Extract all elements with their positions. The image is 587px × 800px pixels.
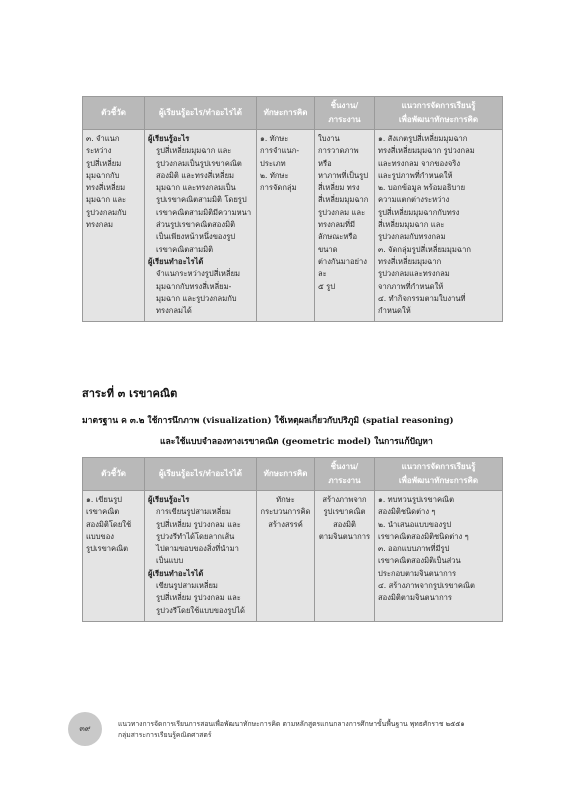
header-work: ชิ้นงาน/ ภาระงาน (315, 97, 375, 130)
footer-text (118, 719, 465, 741)
do-heading: ผู้เรียนทำอะไรได้ (148, 568, 204, 578)
standard-statement (82, 411, 522, 453)
do-heading: ผู้เรียนทำอะไรได้ (148, 256, 204, 266)
cell-thinking-skills: ๑. ทักษะ การจำแนก- ประเภท ๒. ทักษะ การจัดกลุ่ม (257, 130, 315, 322)
cell-approach: ๑. สังเกตรูปสี่เหลี่ยมมุมฉาก ทรงสี่เหลี่ยมมุมฉาก รูปวงกลม และทรงกลม จากของจริง และรูปภาพที่กำหนดให้ ๒. บอกข้อมูล พร้อมอธิบาย ความแตกต่างระหว่าง รูปสี่เหลี่ยมมุมฉากกับทรง สี่เหลี่ยมมุมฉาก และ รูปวงกลมกับทรงกลม ๓. จัดกลุ่มรูปสี่เหลี่ยมมุมฉาก ทรงสี่เหลี่ยมมุมฉาก รูปวงกลมและทรงกลม จากภาพที่กำหนดให้ ๔. ทำกิจกรรมตามใบงานที่ กำหนดให้ (375, 130, 503, 322)
curriculum-table-1 (82, 96, 503, 322)
header-learning: ผู้เรียนรู้อะไร/ทำอะไรได้ (145, 97, 257, 130)
cell-work: สร้างภาพจาก รูปเรขาคณิตสองมิติ ตามจินตนาการ (315, 491, 375, 622)
cell-learning (145, 130, 257, 322)
header-learning: ผู้เรียนรู้อะไร/ทำอะไรได้ (145, 458, 257, 491)
table-header-row (83, 458, 503, 491)
cell-approach: ๑. ทบทวนรูปเรขาคณิต สองมิติชนิดต่าง ๆ ๒. นำเสนอแบบของรูป เรขาคณิตสองมิติชนิดต่าง ๆ ๓. ออกแบบภาพที่มีรูป เรขาคณิตสองมิติเป็นส่วน ประกอบตามจินตนาการ ๔. สร้างภาพจากรูปเรขาคณิต สองมิติตามจินตนาการ (375, 491, 503, 622)
do-text: จำแนกระหว่างรูปสี่เหลี่ยม มุมฉากกับทรงสี่เหลี่ยม- มุมฉาก และรูปวงกลมกับ ทรงกลมได้ (156, 269, 241, 316)
table-row (83, 130, 503, 322)
header-indicator: ตัวชี้วัด (83, 97, 145, 130)
learn-text: การเขียนรูปสามเหลี่ยม รูปสี่เหลี่ยม รูปวงกลม และ รูปวงรีทำได้โดยลากเส้น ไปตามขอบของสิ่งที่นำมา เป็นแบบ (156, 507, 241, 566)
header-thinking-skills: ทักษะการคิด (257, 458, 315, 491)
cell-work: ใบงาน การวาดภาพหรือ หาภาพที่เป็นรูป สี่เหลี่ยม ทรง สี่เหลี่ยมมุมฉาก รูปวงกลม และ ทรงกลมที่มี ลักษณะหรือขนาด ต่างกันมาอย่างละ ๕ รูป (315, 130, 375, 322)
cell-learning (145, 491, 257, 622)
footer-line-2: กลุ่มสาระการเรียนรู้คณิตศาสตร์ (118, 731, 212, 739)
learn-heading: ผู้เรียนรู้อะไร (148, 134, 190, 143)
header-indicator: ตัวชี้วัด (83, 458, 145, 491)
strand-title: สาระที่ ๓ เรขาคณิต (82, 387, 178, 400)
learn-heading: ผู้เรียนรู้อะไร (148, 495, 190, 504)
curriculum-table-2 (82, 457, 503, 622)
cell-indicator: ๑. เขียนรูป เรขาคณิต สองมิติโดยใช้ แบบของ รูปเรขาคณิต (83, 491, 145, 622)
learn-text: รูปสี่เหลี่ยมมุมฉาก และ รูปวงกลมเป็นรูปเรขาคณิต สองมิติ และทรงสี่เหลี่ยม มุมฉาก และทรงกลมเป็น รูปเรขาคณิตสามมิติ โดยรูป เรขาคณิตสามมิติมีความหนา ส่วนรูปเรขาคณิตสองมิติ เป็นเพียงหน้าหนึ่งของรูป เรขาคณิตสามมิติ (156, 146, 252, 254)
header-approach: แนวการจัดการเรียนรู้ เพื่อพัฒนาทักษะการคิด (375, 97, 503, 130)
do-text: เขียนรูปสามเหลี่ยม รูปสี่เหลี่ยม รูปวงกลม และ รูปวงรีโดยใช้แบบของรูปได้ (156, 581, 245, 615)
cell-thinking-skills: ทักษะ กระบวนการคิด สร้างสรรค์ (257, 491, 315, 622)
header-work: ชิ้นงาน/ ภาระงาน (315, 458, 375, 491)
header-thinking-skills: ทักษะการคิด (257, 97, 315, 130)
standard-line-2: และใช้แบบจำลองทางเรขาคณิต (geometric model) ในการแก้ปัญหา (160, 437, 433, 447)
cell-indicator: ๓. จำแนกระหว่าง รูปสี่เหลี่ยม มุมฉากกับ ทรงสี่เหลี่ยม มุมฉาก และ รูปวงกลมกับ ทรงกลม (83, 130, 145, 322)
standard-line-1: มาตรฐาน ค ๓.๒ ใช้การนึกภาพ (visualization) ใช้เหตุผลเกี่ยวกับปริภูมิ (spatial reasoning) (82, 416, 454, 426)
page-number-badge: ๓๙ (68, 712, 102, 746)
table-header-row (83, 97, 503, 130)
header-approach: แนวการจัดการเรียนรู้ เพื่อพัฒนาทักษะการคิด (375, 458, 503, 491)
table-row (83, 491, 503, 622)
footer-line-1: แนวทางการจัดการเรียนการสอนเพื่อพัฒนาทักษะการคิด ตามหลักสูตรแกนกลางการศึกษาขั้นพื้นฐาน พุทธศักราช ๒๕๕๑ (118, 720, 465, 728)
